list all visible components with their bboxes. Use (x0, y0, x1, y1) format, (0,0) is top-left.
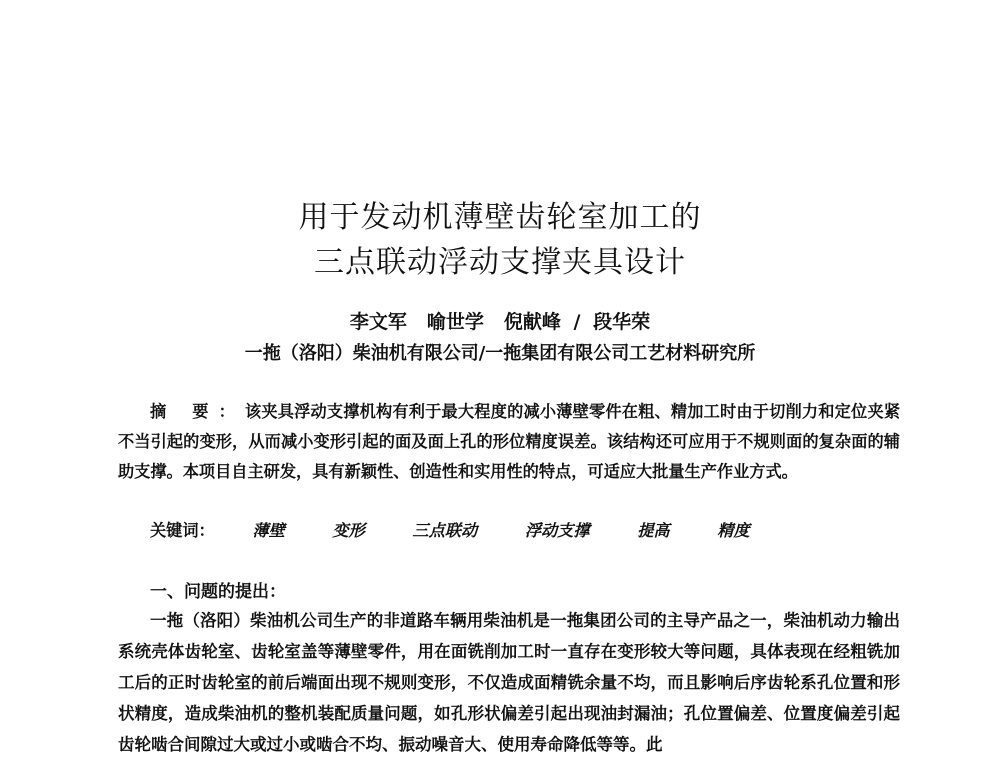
abstract (118, 397, 900, 487)
body-paragraph: 一拖（洛阳）柴油机公司生产的非道路车辆用柴油机是一拖集团公司的主导产品之一，柴油机动力输出系统壳体齿轮室、齿轮室盖等薄壁零件，用在面铣削加工时一直存在变形较大等问题，具体表现在经粗铣加工后的正时齿轮室的前后端面出现不规则变形，不仅造成面精铣余量不均，而且影响后序齿轮系孔位置和形状精度，造成柴油机的整机装配质量问题，如孔形状偏差引起出现油封漏油；孔位置偏差、位置度偏差引起齿轮啮合间隙过大或过小或啮合不均、振动噪音大、使用寿命降低等等。此 (118, 611, 900, 754)
author-name: 倪献峰 (503, 311, 561, 333)
keyword: 浮动支撑 (524, 521, 590, 540)
keywords-label: 关键词： (150, 521, 215, 540)
keyword: 变形 (332, 521, 365, 540)
paper-title-line-2: 三点联动浮动支撑夹具设计 (314, 245, 686, 280)
keyword: 提高 (637, 521, 670, 540)
author-separator: / (573, 311, 581, 333)
abstract-label: 摘 要： (150, 402, 245, 421)
paper-title-line-1: 用于发动机薄壁齿轮室加工的 (298, 200, 702, 235)
keywords (118, 516, 900, 546)
section-heading: 一、问题的提出： (150, 582, 286, 602)
keyword: 精度 (717, 521, 750, 540)
author-name: 李文军 (349, 311, 407, 333)
author-name: 段华荣 (593, 311, 651, 333)
abstract-text: 该夹具浮动支撑机构有利于最大程度的减小薄壁零件在粗、精加工时由于切削力和定位夹紧不当引起的变形，从而减小变形引起的面及面上孔的形位精度误差。该结构还可应用于不规则面的复杂面的辅助支撑。本项目自主研发，具有新颖性、创造性和实用性的特点，可适应大批量生产作业方式。 (118, 402, 901, 481)
author-list (0, 307, 1000, 334)
keyword: 薄壁 (252, 521, 285, 540)
keyword: 三点联动 (412, 521, 478, 540)
author-name: 喻世学 (426, 311, 484, 333)
affiliation: 一拖（洛阳）柴油机有限公司/一拖集团有限公司工艺材料研究所 (244, 343, 756, 364)
